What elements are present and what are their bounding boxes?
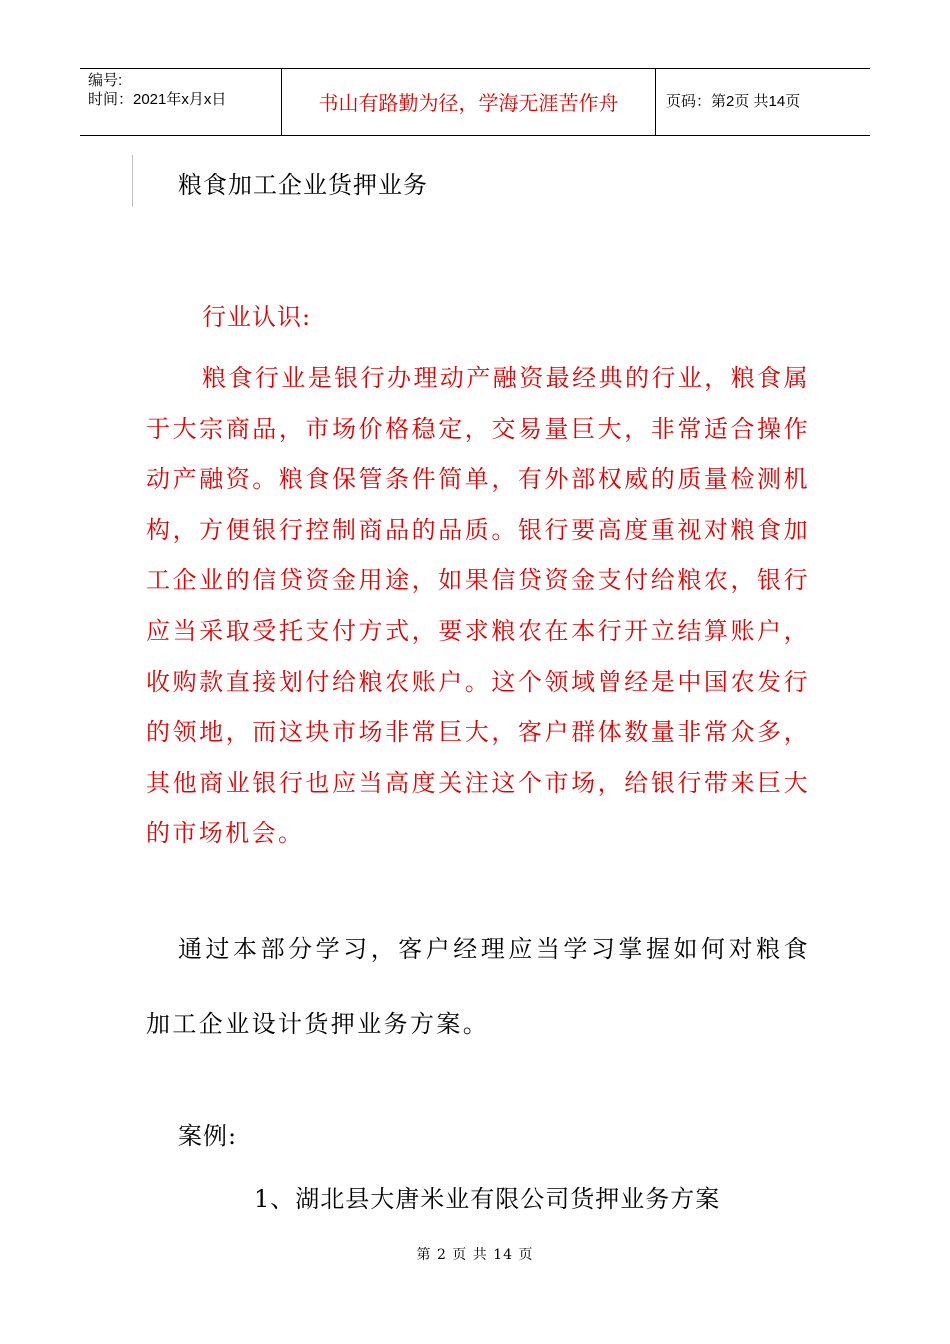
header-page-info: 页码：第2页 共14页 [666,93,801,110]
case-label: 案例: [178,1122,238,1150]
case-item: 1、湖北县大唐米业有限公司货押业务方案 [254,1185,721,1213]
header-motto-cell [282,69,656,135]
document-title: 粮食加工企业货押业务 [178,171,428,199]
industry-paragraph: 粮食行业是银行办理动产融资最经典的行业，粮食属于大宗商品，市场价格稳定，交易量巨大，非常适合操作动产融资。粮食保管条件简单，有外部权威的质量检测机构，方便银行控制商品的品质。银行要高度重视对粮食加工企业的信贷资金用途，如果信贷资金支付给粮农，银行应当采取受托支付方式，要求粮农在本行开立结算账户，收购款直接划付给粮农账户。这个领域曾经是中国农发行的领地，而这块市场非常巨大，客户群体数量非常众多，其他商业银行也应当高度关注这个市场，给银行带来巨大的市场机会。 [146,364,810,848]
header-motto: 书山有路勤为径，学海无涯苦作舟 [318,91,619,115]
learning-paragraph: 通过本部分学习，客户经理应当学习掌握如何对粮食加工企业设计货押业务方案。 [146,935,810,1038]
page-footer: 第 2 页 共 14 页 [416,1247,534,1263]
document-number-label: 编号: [88,72,123,89]
section-heading: 行业认识: [202,303,312,331]
margin-divider [132,155,133,207]
header-meta-cell [80,69,282,135]
document-time-label: 时间：2021年x月x日 [88,91,227,108]
header-page-cell [656,69,870,135]
header-table [80,68,870,136]
